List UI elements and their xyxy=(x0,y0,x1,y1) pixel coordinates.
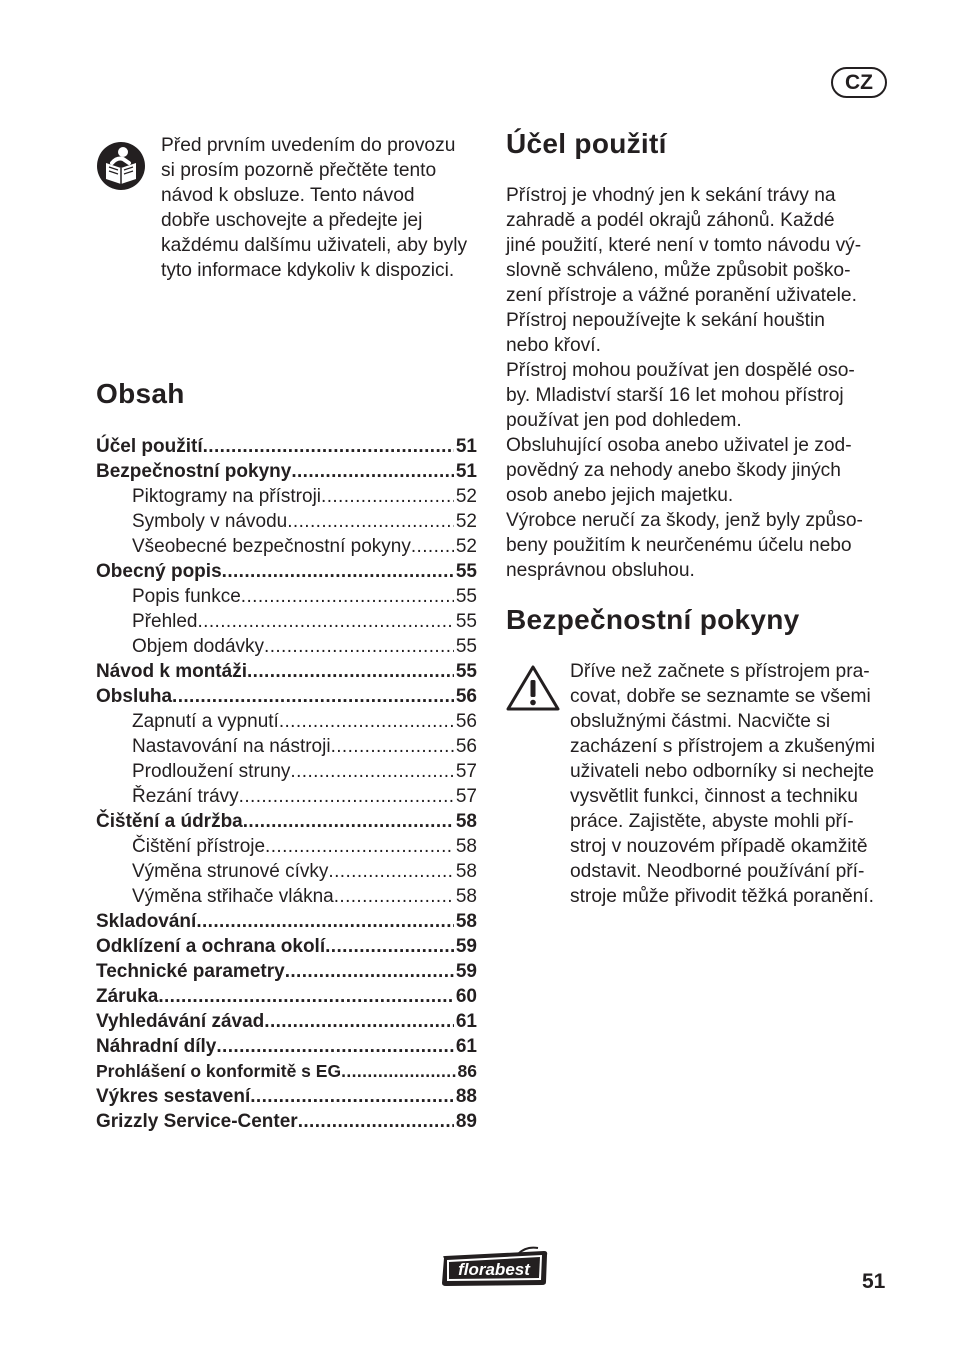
safety-line: obslužnými částmi. Nacvičte si xyxy=(570,711,831,732)
toc-entry-label: Piktogramy na přístroji xyxy=(132,486,322,507)
toc-entry xyxy=(96,484,477,509)
toc-entry-page: 55 xyxy=(455,661,477,682)
toc-entry xyxy=(96,859,477,884)
toc-entry-label: Zapnutí a vypnutí xyxy=(132,711,279,732)
toc-leader-dots xyxy=(291,459,454,484)
toc-entry xyxy=(96,1109,477,1134)
toc-leader-dots xyxy=(325,934,454,959)
toc-leader-dots xyxy=(290,759,453,784)
toc-leader-dots xyxy=(321,484,454,509)
warning-triangle-icon xyxy=(505,664,561,712)
toc-entry-page: 56 xyxy=(455,736,477,757)
safety-line: odstavit. Neodborné používání pří- xyxy=(570,861,865,882)
toc-entry xyxy=(96,959,477,984)
toc-entry-label: Odklízení a ochrana okolí xyxy=(96,936,326,957)
toc-leader-dots xyxy=(264,634,454,659)
toc-entry-page: 57 xyxy=(455,761,477,782)
toc-entry-label: Obecný popis xyxy=(96,561,222,582)
toc-entry-page: 58 xyxy=(455,886,477,907)
toc-entry-label: Účel použití xyxy=(96,436,203,457)
usage-line: povědný za nehody anebo škody jiných xyxy=(506,460,841,481)
usage-line: Přístroj nepoužívejte k sekání houštin xyxy=(506,310,825,331)
usage-line: Obsluhující osoba anebo uživatel je zod- xyxy=(506,435,852,456)
toc-entry-page: 61 xyxy=(455,1036,477,1057)
toc-entry-page: 56 xyxy=(455,686,477,707)
usage-line: zahradě a podél okrajů záhonů. Každé xyxy=(506,210,835,231)
toc-entry-label: Přehled xyxy=(132,611,198,632)
florabest-logo xyxy=(438,1246,552,1288)
toc-entry xyxy=(96,1034,477,1059)
toc-entry-label: Prodloužení struny xyxy=(132,761,291,782)
toc-entry-page: 55 xyxy=(455,636,477,657)
toc-entry-page: 59 xyxy=(455,936,477,957)
toc-leader-dots xyxy=(243,809,454,834)
toc-entry-page: 52 xyxy=(455,486,477,507)
toc-entry-page: 59 xyxy=(455,961,477,982)
toc-entry-page: 58 xyxy=(455,911,477,932)
toc-entry-label: Čištění a údržba xyxy=(96,811,243,832)
safety-line: stroj v nouzovém případě okamžitě xyxy=(570,836,868,857)
toc-entry xyxy=(96,784,477,809)
toc-leader-dots xyxy=(198,609,454,634)
toc-entry-label: Vyhledávání závad xyxy=(96,1011,265,1032)
usage-paragraph xyxy=(506,183,896,308)
toc-entry-page: 58 xyxy=(455,861,477,882)
toc-entry-label: Výměna strunové cívky xyxy=(132,861,329,882)
toc-entry xyxy=(96,934,477,959)
toc-entry xyxy=(96,434,477,459)
toc-entry-label: Návod k montáži xyxy=(96,661,247,682)
toc-entry-label: Všeobecné bezpečnostní pokyny xyxy=(132,536,411,557)
toc-entry-page: 52 xyxy=(455,511,477,532)
intro-line: tyto informace kdykoliv k dispozici. xyxy=(161,260,455,281)
usage-line: nesprávnou obsluhou. xyxy=(506,560,695,581)
logo-text: florabest xyxy=(458,1260,530,1279)
toc-entry-label: Grizzly Service-Center xyxy=(96,1111,298,1132)
usage-line: nebo křoví. xyxy=(506,335,601,356)
toc-leader-dots xyxy=(241,584,454,609)
toc-entry-label: Popis funkce xyxy=(132,586,241,607)
usage-line: používat jen pod dohledem. xyxy=(506,410,742,431)
read-manual-icon xyxy=(96,141,146,191)
usage-line: by. Mladiství starší 16 let mohou přístroj xyxy=(506,385,844,406)
usage-paragraph xyxy=(506,508,896,583)
toc-entry-label: Náhradní díly xyxy=(96,1036,217,1057)
safety-line: uživateli nebo odborníky si nechejte xyxy=(570,761,874,782)
toc-leader-dots xyxy=(298,1109,454,1134)
intro-line: každému dalšímu uživateli, aby byly xyxy=(161,235,468,256)
toc-entry-label: Obsluha xyxy=(96,686,173,707)
toc-entry-label: Čištění přístroje xyxy=(132,836,266,857)
toc-entry-page: 55 xyxy=(455,586,477,607)
toc-entry xyxy=(96,534,477,559)
toc-entry-label: Nastavování na nástroji xyxy=(132,736,331,757)
safety-line: stroje může přivodit těžká poranění. xyxy=(570,886,874,907)
toc-entry-page: 51 xyxy=(455,461,477,482)
toc-entry-label: Bezpečnostní pokyny xyxy=(96,461,292,482)
toc-entry-page: 61 xyxy=(455,1011,477,1032)
toc-entry-label: Prohlášení o konformitě s EG xyxy=(96,1061,342,1081)
toc-leader-dots xyxy=(172,684,454,709)
safety-line: covat, dobře se seznamte se všemi xyxy=(570,686,871,707)
toc-leader-dots xyxy=(287,509,454,534)
usage-heading: Účel použití xyxy=(506,128,667,159)
toc-entry-label: Objem dodávky xyxy=(132,636,265,657)
toc-leader-dots xyxy=(285,959,454,984)
toc-entry-label: Technické parametry xyxy=(96,961,285,982)
toc-entry xyxy=(96,609,477,634)
toc-entry xyxy=(96,584,477,609)
toc-leader-dots xyxy=(331,734,454,759)
toc-entry-label: Skladování xyxy=(96,911,197,932)
toc-leader-dots xyxy=(250,1084,454,1109)
toc-entry xyxy=(96,459,477,484)
usage-line: slovně schváleno, může způsobit poško- xyxy=(506,260,851,281)
safety-line: Dříve než začnete s přístrojem pra- xyxy=(570,661,870,682)
toc-leader-dots xyxy=(411,534,454,559)
toc-leader-dots xyxy=(239,784,454,809)
toc-entry xyxy=(96,1009,477,1034)
toc-leader-dots xyxy=(328,859,453,884)
safety-heading: Bezpečnostní pokyny xyxy=(506,604,800,635)
toc-entry-label: Záruka xyxy=(96,986,159,1007)
toc-leader-dots xyxy=(158,984,454,1009)
toc-leader-dots xyxy=(264,1009,454,1034)
toc-entry xyxy=(96,634,477,659)
toc-entry-page: 56 xyxy=(455,711,477,732)
toc-leader-dots xyxy=(265,834,454,859)
toc-entry-page: 86 xyxy=(457,1061,477,1081)
toc-entry-page: 55 xyxy=(455,611,477,632)
toc-entry-page: 58 xyxy=(455,811,477,832)
toc-entry xyxy=(96,1059,477,1084)
toc-entry-page: 57 xyxy=(455,786,477,807)
intro-line: dobře uschovejte a předejte jej xyxy=(161,210,423,231)
usage-line: Přístroj je vhodný jen k sekání trávy na xyxy=(506,185,836,206)
intro-line: Před prvním uvedením do provozu xyxy=(161,135,456,156)
toc-entry xyxy=(96,1084,477,1109)
safety-line: vysvětlit funkci, činnost a techniku xyxy=(570,786,858,807)
usage-line: osob anebo jejich majetku. xyxy=(506,485,734,506)
toc-leader-dots xyxy=(279,709,454,734)
toc-leader-dots xyxy=(203,434,454,459)
toc-entry xyxy=(96,709,477,734)
toc-entry-label: Výkres sestavení xyxy=(96,1086,251,1107)
toc-entry-page: 52 xyxy=(455,536,477,557)
toc-entry-page: 58 xyxy=(455,836,477,857)
toc-entry xyxy=(96,984,477,1009)
toc-entry-label: Symboly v návodu xyxy=(132,511,288,532)
toc-entry-page: 51 xyxy=(455,436,477,457)
toc-entry xyxy=(96,884,477,909)
intro-line: si prosím pozorně přečtěte tento xyxy=(161,160,437,181)
safety-text xyxy=(570,659,900,909)
toc-entry xyxy=(96,509,477,534)
toc-leader-dots xyxy=(341,1059,455,1084)
toc-entry xyxy=(96,909,477,934)
toc-leader-dots xyxy=(222,559,454,584)
toc-entry xyxy=(96,759,477,784)
toc-entry xyxy=(96,734,477,759)
language-badge: CZ xyxy=(831,67,887,98)
page-number: 51 xyxy=(862,1270,886,1293)
toc-entry-label: Řezání trávy xyxy=(132,786,239,807)
toc-entry-page: 60 xyxy=(455,986,477,1007)
toc-leader-dots xyxy=(216,1034,454,1059)
safety-line: práce. Zajistěte, abyste mohli pří- xyxy=(570,811,854,832)
usage-paragraph xyxy=(506,433,896,508)
toc-leader-dots xyxy=(247,659,454,684)
intro-line: návod k obsluze. Tento návod xyxy=(161,185,415,206)
usage-line: Přístroj mohou používat jen dospělé oso- xyxy=(506,360,855,381)
toc-leader-dots xyxy=(196,909,454,934)
toc-entry-page: 88 xyxy=(455,1086,477,1107)
usage-line: Výrobce neručí za škody, jenž byly způso- xyxy=(506,510,863,531)
usage-line: beny použitím k neurčenému účelu nebo xyxy=(506,535,852,556)
toc-leader-dots xyxy=(334,884,454,909)
toc-entry-page: 55 xyxy=(455,561,477,582)
toc-entry-page: 89 xyxy=(455,1111,477,1132)
toc-entry xyxy=(96,834,477,859)
intro-text xyxy=(161,133,491,283)
usage-line: jiné použití, které není v tomto návodu vý- xyxy=(506,235,862,256)
toc-entry xyxy=(96,809,477,834)
usage-text xyxy=(506,183,896,583)
table-of-contents xyxy=(96,434,477,1134)
usage-paragraph xyxy=(506,308,896,358)
toc-entry xyxy=(96,684,477,709)
usage-paragraph xyxy=(506,358,896,433)
toc-entry xyxy=(96,559,477,584)
toc-entry-label: Výměna střihače vlákna xyxy=(132,886,334,907)
safety-line: zacházení s přístrojem a zkušenými xyxy=(570,736,875,757)
usage-line: zení přístroje a vážné poranění uživatele. xyxy=(506,285,857,306)
toc-heading: Obsah xyxy=(96,378,185,409)
toc-entry xyxy=(96,659,477,684)
